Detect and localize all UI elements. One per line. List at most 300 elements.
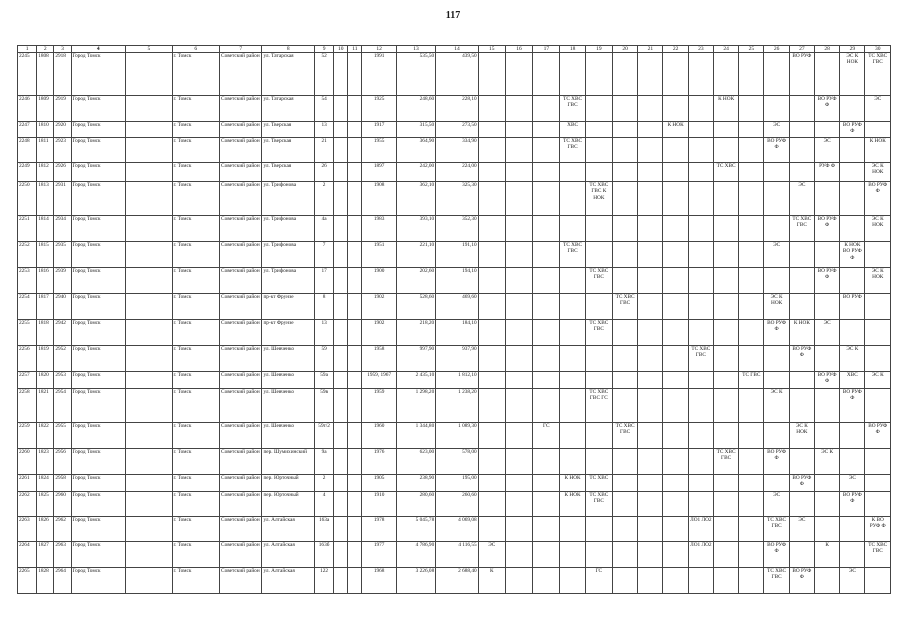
column-number-cell: 29 xyxy=(840,46,865,53)
row-number-cell: 2245 xyxy=(18,53,37,96)
street-cell: пр-кт Фрунзе xyxy=(262,294,315,320)
work-type-cell-col-29 xyxy=(840,216,865,242)
work-type-cell-col-27 xyxy=(789,542,814,568)
code-cell: 2926 xyxy=(54,163,71,182)
district-cell: Советский район xyxy=(220,389,262,423)
work-type-cell-col-15 xyxy=(478,294,505,320)
work-type-cell-col-29: К НОК ВО РУФ Ф xyxy=(840,242,865,268)
column-number-cell: 30 xyxy=(865,46,891,53)
empty-cell xyxy=(334,492,348,517)
row-number-cell: 2261 xyxy=(18,475,37,492)
work-type-cell-col-26 xyxy=(764,182,789,216)
empty-cell xyxy=(334,294,348,320)
work-type-cell-col-21 xyxy=(638,389,663,423)
build-year-cell: 1978 xyxy=(362,517,396,542)
empty-cell xyxy=(334,449,348,475)
work-type-cell-col-25: ТС ГВС xyxy=(739,372,764,389)
residential-area-cell: 469,60 xyxy=(436,294,478,320)
column-number-cell: 20 xyxy=(612,46,637,53)
code-cell: 2935 xyxy=(54,242,71,268)
city-cell: г. Томск xyxy=(172,53,219,96)
city-cell: г. Томск xyxy=(172,449,219,475)
house-number-cell: 52 xyxy=(315,53,334,96)
work-type-cell-col-21 xyxy=(638,294,663,320)
work-type-cell-col-24 xyxy=(713,320,738,346)
work-type-cell-col-26: ВО РУФ Ф xyxy=(764,542,789,568)
column-number-cell: 27 xyxy=(789,46,814,53)
city-cell: г. Томск xyxy=(172,475,219,492)
district-cell: Советский район xyxy=(220,346,262,372)
row-number-cell: 2251 xyxy=(18,216,37,242)
work-type-cell-col-19 xyxy=(585,163,612,182)
column-number-cell: 4 xyxy=(71,46,126,53)
work-type-cell-col-30: ЭС xyxy=(865,96,891,122)
work-type-cell-col-24 xyxy=(713,182,738,216)
code-cell: 2920 xyxy=(54,122,71,138)
total-area-cell: 5 045,78 xyxy=(396,517,435,542)
work-type-cell-col-26 xyxy=(764,423,789,449)
row-number-cell: 2257 xyxy=(18,372,37,389)
work-type-cell-col-24 xyxy=(713,53,738,96)
city-cell: г. Томск xyxy=(172,268,219,294)
empty-cell xyxy=(126,389,172,423)
table-row xyxy=(18,294,891,320)
work-type-cell-col-18 xyxy=(560,346,585,372)
city-cell: г. Томск xyxy=(172,423,219,449)
house-number-cell: 59в xyxy=(315,389,334,423)
work-type-cell-col-30 xyxy=(865,475,891,492)
work-type-cell-col-16 xyxy=(505,475,532,492)
city-cell: г. Томск xyxy=(172,163,219,182)
house-number-cell: 7 xyxy=(315,242,334,268)
column-number-row xyxy=(18,46,891,53)
city-cell: г. Томск xyxy=(172,216,219,242)
build-year-cell: 1959 xyxy=(362,389,396,423)
work-type-cell-col-27 xyxy=(789,242,814,268)
work-type-cell-col-17 xyxy=(533,449,560,475)
build-year-cell: 1960 xyxy=(362,423,396,449)
empty-cell xyxy=(126,423,172,449)
work-type-cell-col-22: К НОК xyxy=(663,122,688,138)
work-type-cell-col-28 xyxy=(814,389,839,423)
municipality-cell: Город Томск xyxy=(71,122,126,138)
residential-area-cell: 1 238,20 xyxy=(436,389,478,423)
work-type-cell-col-19 xyxy=(585,423,612,449)
work-type-cell-col-18 xyxy=(560,517,585,542)
work-type-cell-col-22 xyxy=(663,568,688,594)
work-type-cell-col-25 xyxy=(739,568,764,594)
city-cell: г. Томск xyxy=(172,492,219,517)
work-type-cell-col-21 xyxy=(638,423,663,449)
object-id-cell: 1824 xyxy=(37,475,54,492)
work-type-cell-col-24: К НОК xyxy=(713,96,738,122)
work-type-cell-col-28 xyxy=(814,475,839,492)
empty-cell xyxy=(126,372,172,389)
city-cell: г. Томск xyxy=(172,389,219,423)
empty-cell xyxy=(348,122,362,138)
work-type-cell-col-19 xyxy=(585,346,612,372)
work-type-cell-col-30: ВО РУФ Ф xyxy=(865,182,891,216)
code-cell: 2942 xyxy=(54,320,71,346)
row-number-cell: 2253 xyxy=(18,268,37,294)
work-type-cell-col-18 xyxy=(560,389,585,423)
total-area-cell: 202,60 xyxy=(396,268,435,294)
work-type-cell-col-25 xyxy=(739,517,764,542)
work-type-cell-col-27: ВО РУФ Ф xyxy=(789,346,814,372)
work-type-cell-col-25 xyxy=(739,163,764,182)
work-type-cell-col-24 xyxy=(713,568,738,594)
residential-area-cell: 1 812,10 xyxy=(436,372,478,389)
object-id-cell: 1821 xyxy=(37,389,54,423)
work-type-cell-col-30: ТС ХВС ГВС xyxy=(865,542,891,568)
work-type-cell-col-15 xyxy=(478,122,505,138)
table-row xyxy=(18,122,891,138)
code-cell: 2964 xyxy=(54,568,71,594)
work-type-cell-col-17 xyxy=(533,568,560,594)
empty-cell xyxy=(348,163,362,182)
work-type-cell-col-29: ЭС xyxy=(840,568,865,594)
residential-area-cell: 195,00 xyxy=(436,475,478,492)
total-area-cell: 2 435,10 xyxy=(396,372,435,389)
table-row xyxy=(18,53,891,96)
empty-cell xyxy=(348,568,362,594)
work-type-cell-col-22 xyxy=(663,53,688,96)
work-type-cell-col-22 xyxy=(663,372,688,389)
residential-area-cell: 325,30 xyxy=(436,182,478,216)
object-id-cell: 1813 xyxy=(37,182,54,216)
work-type-cell-col-29 xyxy=(840,138,865,163)
object-id-cell: 1818 xyxy=(37,320,54,346)
work-type-cell-col-28: ЭС К xyxy=(814,449,839,475)
work-type-cell-col-28 xyxy=(814,492,839,517)
district-cell: Советский район xyxy=(220,568,262,594)
code-cell: 2931 xyxy=(54,182,71,216)
work-type-cell-col-15 xyxy=(478,163,505,182)
municipality-cell: Город Томск xyxy=(71,242,126,268)
work-type-cell-col-27 xyxy=(789,96,814,122)
residential-area-cell: 4 116,55 xyxy=(436,542,478,568)
work-type-cell-col-27 xyxy=(789,122,814,138)
work-type-cell-col-16 xyxy=(505,294,532,320)
empty-cell xyxy=(126,163,172,182)
code-cell: 2919 xyxy=(54,96,71,122)
district-cell: Советский район xyxy=(220,53,262,96)
column-number-cell: 22 xyxy=(663,46,688,53)
work-type-cell-col-20 xyxy=(612,320,637,346)
work-type-cell-col-26 xyxy=(764,372,789,389)
work-type-cell-col-30 xyxy=(865,122,891,138)
empty-cell xyxy=(348,216,362,242)
work-type-cell-col-15 xyxy=(478,53,505,96)
empty-cell xyxy=(348,182,362,216)
column-number-cell: 5 xyxy=(126,46,172,53)
work-type-cell-col-26: ЭС xyxy=(764,492,789,517)
work-type-cell-col-29: ВО РУФ xyxy=(840,294,865,320)
city-cell: г. Томск xyxy=(172,346,219,372)
work-type-cell-col-18 xyxy=(560,372,585,389)
residential-area-cell: 1 089,30 xyxy=(436,423,478,449)
work-type-cell-col-25 xyxy=(739,182,764,216)
work-type-cell-col-29 xyxy=(840,182,865,216)
municipality-cell: Город Томск xyxy=(71,346,126,372)
work-type-cell-col-25 xyxy=(739,320,764,346)
total-area-cell: 280,60 xyxy=(396,492,435,517)
code-cell: 2954 xyxy=(54,389,71,423)
work-type-cell-col-29 xyxy=(840,163,865,182)
district-cell: Советский район xyxy=(220,163,262,182)
work-type-cell-col-21 xyxy=(638,182,663,216)
house-number-cell: 163б xyxy=(315,542,334,568)
work-type-cell-col-25 xyxy=(739,389,764,423)
work-type-cell-col-27 xyxy=(789,389,814,423)
total-area-cell: 528,60 xyxy=(396,294,435,320)
column-number-cell: 19 xyxy=(585,46,612,53)
row-number-cell: 2248 xyxy=(18,138,37,163)
empty-cell xyxy=(348,320,362,346)
column-number-cell: 10 xyxy=(334,46,348,53)
work-type-cell-col-24 xyxy=(713,423,738,449)
work-type-cell-col-23 xyxy=(688,216,713,242)
work-type-cell-col-23 xyxy=(688,294,713,320)
work-type-cell-col-18: ТС ХВС ГВС xyxy=(560,138,585,163)
work-type-cell-col-24 xyxy=(713,475,738,492)
empty-cell xyxy=(334,268,348,294)
build-year-cell: 1951 xyxy=(362,242,396,268)
table-row xyxy=(18,423,891,449)
work-type-cell-col-15 xyxy=(478,372,505,389)
work-type-cell-col-29 xyxy=(840,96,865,122)
build-year-cell: 1897 xyxy=(362,163,396,182)
work-type-cell-col-23 xyxy=(688,268,713,294)
table-row xyxy=(18,492,891,517)
empty-cell xyxy=(126,475,172,492)
work-type-cell-col-22 xyxy=(663,163,688,182)
work-type-cell-col-26 xyxy=(764,346,789,372)
work-type-cell-col-16 xyxy=(505,138,532,163)
object-id-cell: 1826 xyxy=(37,517,54,542)
column-number-cell: 12 xyxy=(362,46,396,53)
object-id-cell: 1815 xyxy=(37,242,54,268)
work-type-cell-col-30 xyxy=(865,294,891,320)
work-type-cell-col-16 xyxy=(505,182,532,216)
code-cell: 2956 xyxy=(54,449,71,475)
column-number-cell: 9 xyxy=(315,46,334,53)
work-type-cell-col-15 xyxy=(478,242,505,268)
work-type-cell-col-24 xyxy=(713,372,738,389)
house-number-cell: 13 xyxy=(315,320,334,346)
empty-cell xyxy=(348,138,362,163)
work-type-cell-col-19: ТС ХВС ГВС xyxy=(585,492,612,517)
work-type-cell-col-16 xyxy=(505,53,532,96)
work-type-cell-col-26 xyxy=(764,163,789,182)
municipality-cell: Город Томск xyxy=(71,568,126,594)
city-cell: г. Томск xyxy=(172,242,219,268)
total-area-cell: 535,50 xyxy=(396,53,435,96)
row-number-cell: 2246 xyxy=(18,96,37,122)
work-type-cell-col-18 xyxy=(560,320,585,346)
total-area-cell: 221,10 xyxy=(396,242,435,268)
work-type-cell-col-21 xyxy=(638,449,663,475)
build-year-cell: 1991 xyxy=(362,53,396,96)
work-type-cell-col-24 xyxy=(713,492,738,517)
district-cell: Советский район xyxy=(220,138,262,163)
total-area-cell: 315,50 xyxy=(396,122,435,138)
municipality-cell: Город Томск xyxy=(71,320,126,346)
code-cell: 2962 xyxy=(54,517,71,542)
code-cell: 2939 xyxy=(54,268,71,294)
work-type-cell-col-23 xyxy=(688,122,713,138)
empty-cell xyxy=(348,423,362,449)
work-type-cell-col-23 xyxy=(688,492,713,517)
work-type-cell-col-17 xyxy=(533,492,560,517)
table-row xyxy=(18,138,891,163)
district-cell: Советский район xyxy=(220,216,262,242)
work-type-cell-col-16 xyxy=(505,242,532,268)
work-type-cell-col-21 xyxy=(638,53,663,96)
house-number-cell: 2 xyxy=(315,182,334,216)
work-type-cell-col-16 xyxy=(505,96,532,122)
work-type-cell-col-27 xyxy=(789,449,814,475)
work-type-cell-col-19 xyxy=(585,542,612,568)
work-type-cell-col-30 xyxy=(865,346,891,372)
city-cell: г. Томск xyxy=(172,542,219,568)
build-year-cell: 1908 xyxy=(362,182,396,216)
work-type-cell-col-18: К НОК xyxy=(560,475,585,492)
work-type-cell-col-24 xyxy=(713,122,738,138)
work-type-cell-col-15 xyxy=(478,138,505,163)
work-type-cell-col-19 xyxy=(585,96,612,122)
street-cell: ул. Трифонова xyxy=(262,242,315,268)
build-year-cell: 1925 xyxy=(362,96,396,122)
work-type-cell-col-24 xyxy=(713,294,738,320)
municipality-cell: Город Томск xyxy=(71,492,126,517)
total-area-cell: 248,60 xyxy=(396,96,435,122)
work-type-cell-col-17 xyxy=(533,372,560,389)
work-type-cell-col-22 xyxy=(663,542,688,568)
page-number: 117 xyxy=(445,10,461,21)
work-type-cell-col-22 xyxy=(663,138,688,163)
work-type-cell-col-25 xyxy=(739,449,764,475)
work-type-cell-col-19: ТС ХВС ГВС ГС xyxy=(585,389,612,423)
work-type-cell-col-18: К НОК xyxy=(560,492,585,517)
street-cell: пер. Шумихинский xyxy=(262,449,315,475)
empty-cell xyxy=(334,138,348,163)
work-type-cell-col-15 xyxy=(478,492,505,517)
district-cell: Советский район xyxy=(220,475,262,492)
work-type-cell-col-26: ВО РУФ Ф xyxy=(764,449,789,475)
column-number-cell: 6 xyxy=(172,46,219,53)
work-type-cell-col-18 xyxy=(560,449,585,475)
street-cell: ул. Трифонова xyxy=(262,216,315,242)
work-type-cell-col-21 xyxy=(638,216,663,242)
work-type-cell-col-15: ЭС xyxy=(478,542,505,568)
work-type-cell-col-28 xyxy=(814,182,839,216)
work-type-cell-col-19: ТС ХВС xyxy=(585,475,612,492)
residential-area-cell: 184,10 xyxy=(436,320,478,346)
residential-area-cell: 334,90 xyxy=(436,138,478,163)
work-type-cell-col-24: ТС ХВС xyxy=(713,163,738,182)
work-type-cell-col-20 xyxy=(612,122,637,138)
house-number-cell: 59г/2 xyxy=(315,423,334,449)
work-type-cell-col-20 xyxy=(612,346,637,372)
work-type-cell-col-24 xyxy=(713,138,738,163)
work-type-cell-col-17: ГС xyxy=(533,423,560,449)
work-type-cell-col-26: ВО РУФ Ф xyxy=(764,320,789,346)
street-cell: ул. Алтайская xyxy=(262,542,315,568)
work-type-cell-col-30: ЭС К НОК xyxy=(865,216,891,242)
work-type-cell-col-28 xyxy=(814,517,839,542)
work-type-cell-col-22 xyxy=(663,96,688,122)
table-row xyxy=(18,449,891,475)
column-number-cell: 7 xyxy=(220,46,262,53)
work-type-cell-col-20 xyxy=(612,389,637,423)
district-cell: Советский район xyxy=(220,122,262,138)
table-row xyxy=(18,372,891,389)
work-type-cell-col-16 xyxy=(505,320,532,346)
column-number-cell: 11 xyxy=(348,46,362,53)
work-type-cell-col-25 xyxy=(739,268,764,294)
work-type-cell-col-15 xyxy=(478,423,505,449)
municipality-cell: Город Томск xyxy=(71,517,126,542)
work-type-cell-col-27: К НОК xyxy=(789,320,814,346)
work-type-cell-col-24 xyxy=(713,242,738,268)
empty-cell xyxy=(126,182,172,216)
residential-area-cell: 273,50 xyxy=(436,122,478,138)
residential-area-cell: 4 069,08 xyxy=(436,517,478,542)
work-type-cell-col-30: ЭС К НОК xyxy=(865,163,891,182)
work-type-cell-col-21 xyxy=(638,517,663,542)
work-type-cell-col-26: ТС ХВС ГВС xyxy=(764,517,789,542)
work-type-cell-col-23 xyxy=(688,389,713,423)
work-type-cell-col-26 xyxy=(764,216,789,242)
work-type-cell-col-18 xyxy=(560,182,585,216)
empty-cell xyxy=(334,346,348,372)
work-type-cell-col-28 xyxy=(814,53,839,96)
table-row xyxy=(18,242,891,268)
work-type-cell-col-21 xyxy=(638,492,663,517)
work-type-cell-col-22 xyxy=(663,294,688,320)
work-type-cell-col-22 xyxy=(663,216,688,242)
work-type-cell-col-25 xyxy=(739,138,764,163)
empty-cell xyxy=(348,449,362,475)
city-cell: г. Томск xyxy=(172,96,219,122)
empty-cell xyxy=(126,542,172,568)
total-area-cell: 218,20 xyxy=(396,320,435,346)
work-type-cell-col-29: ВО РУФ Ф xyxy=(840,389,865,423)
object-id-cell: 1823 xyxy=(37,449,54,475)
work-type-cell-col-25 xyxy=(739,542,764,568)
street-cell: пр-кт Фрунзе xyxy=(262,320,315,346)
work-type-cell-col-30 xyxy=(865,492,891,517)
work-type-cell-col-19 xyxy=(585,53,612,96)
code-cell: 2963 xyxy=(54,542,71,568)
house-number-cell: 163а xyxy=(315,517,334,542)
work-type-cell-col-26 xyxy=(764,268,789,294)
work-type-cell-col-27 xyxy=(789,294,814,320)
empty-cell xyxy=(348,517,362,542)
empty-cell xyxy=(126,492,172,517)
empty-cell xyxy=(126,346,172,372)
table-row xyxy=(18,320,891,346)
work-type-cell-col-24 xyxy=(713,346,738,372)
work-type-cell-col-26: ЭС xyxy=(764,242,789,268)
build-year-cell: 1955 xyxy=(362,138,396,163)
total-area-cell: 4 786,90 xyxy=(396,542,435,568)
work-type-cell-col-20 xyxy=(612,517,637,542)
work-type-cell-col-25 xyxy=(739,122,764,138)
work-type-cell-col-16 xyxy=(505,449,532,475)
work-type-cell-col-24 xyxy=(713,389,738,423)
